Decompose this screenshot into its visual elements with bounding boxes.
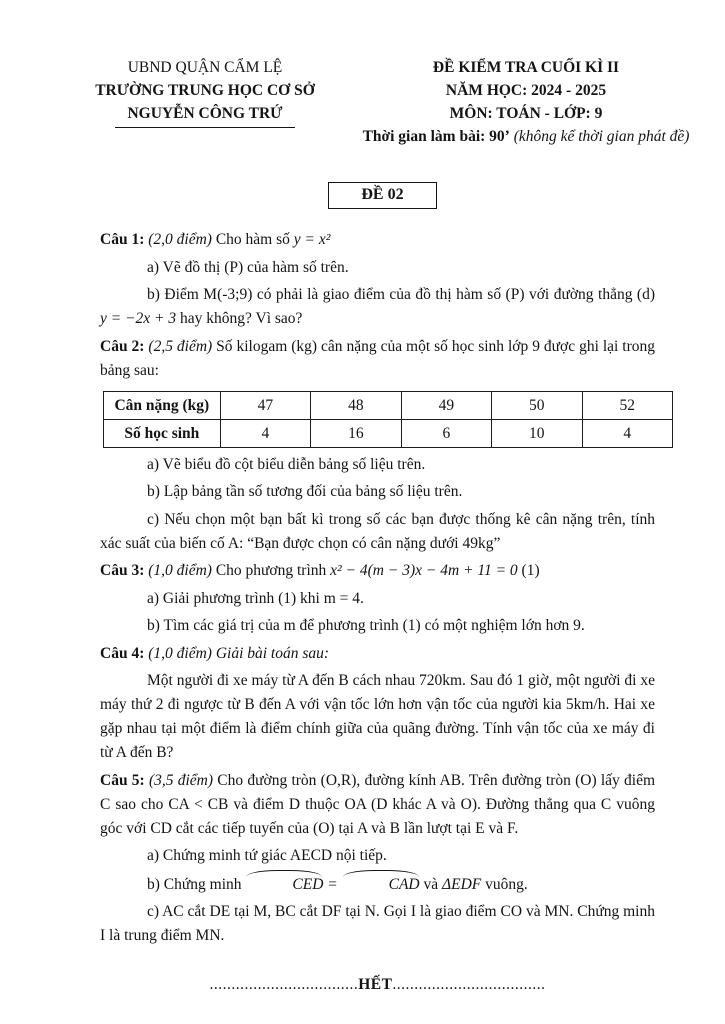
question-1-heading <box>100 228 655 252</box>
question-3-equation-tag: (1) <box>521 562 540 579</box>
question-1-intro: Cho hàm số <box>215 231 290 248</box>
issuer-school-name: NGUYỄN CÔNG TRỨ <box>115 102 294 128</box>
issuer-school-type: TRƯỜNG TRUNG HỌC CƠ SỞ <box>95 82 315 99</box>
table-cell: 47 <box>220 391 310 419</box>
question-2-part-a: a) Vẽ biểu đồ cột biểu diễn bảng số liệu trên. <box>147 455 426 473</box>
question-5-label: Câu 5: <box>100 771 145 789</box>
exam-title: ĐỀ KIỂM TRA CUỐI KÌ II <box>432 59 620 76</box>
angle-ced: CED <box>245 872 323 897</box>
question-4-body: Một người đi xe máy từ A đến B cách nhau 720km. Sau đó 1 giờ, một người đi xe máy thứ 2 đi ngược từ B đến A với vận tốc lớn hơn vận tốc của người kia 5km/h. Hai xe gặp nhau tại một điểm là điểm chính giữa của quãng đường. Tính vận tốc của xe máy đi từ A đến B? <box>100 672 655 761</box>
question-2-part-c: c) Nếu chọn một bạn bất kì trong số các bạn được thống kê cân nặng trên, tính xác suất của biến cố A: “Bạn được chọn có cân nặng dưới 49kg” <box>100 510 655 552</box>
issuer-block <box>86 56 324 148</box>
table-row-weight <box>104 391 673 419</box>
weight-frequency-table <box>103 391 673 448</box>
table-cell: 6 <box>401 419 491 447</box>
question-1-line-equation: y = −2x + 3 <box>100 310 177 327</box>
exam-code-row <box>100 182 655 209</box>
table-cell: 49 <box>401 391 491 419</box>
exam-title-block <box>350 56 702 148</box>
question-2-part-b: b) Lập bảng tần số tương đối của bảng số liệu trên. <box>147 483 463 500</box>
question-5-part-b-rest: vuông. <box>485 875 528 893</box>
question-2-label: Câu 2: <box>100 337 145 355</box>
question-5-heading <box>100 769 655 841</box>
subject-grade: MÔN: TOÁN - LỚP: 9 <box>449 105 603 122</box>
question-1-part-b-rest: hay không? Vì sao? <box>180 310 303 327</box>
question-5-points: (3,5 điểm) <box>148 771 214 789</box>
question-1-label: Câu 1: <box>100 231 145 248</box>
table-row-students <box>104 419 673 447</box>
question-1-part-b-text: b) Điểm M(-3;9) có phải là giao điểm của đồ thị hàm số (P) với đường thẳng (d) <box>147 286 655 303</box>
issuer-district: UBND QUẬN CẨM LỆ <box>127 59 283 76</box>
issuer-school-name-row <box>86 102 324 128</box>
question-3-intro: Cho phương trình <box>215 562 327 579</box>
triangle-edf: ΔEDF <box>442 875 482 893</box>
question-5-intro: Cho đường tròn (O,R), đường kính AB. Trên đường tròn (O) lấy điểm C sao cho CA < CB và điểm D thuộc OA (D khác A và O). Đường thẳng qua C vuông góc với CD cắt các tiếp tuyến của (O) tại A và B lần lượt tại E và F. <box>100 771 656 837</box>
question-1-part-a: a) Vẽ đồ thị (P) của hàm số trên. <box>147 258 349 276</box>
table-cell: 16 <box>311 419 401 447</box>
document-header <box>86 56 702 148</box>
question-1-function: y = x² <box>293 231 331 248</box>
angle-cad: CAD <box>342 872 420 897</box>
exam-code-box <box>328 182 436 209</box>
question-5-part-b-text: b) Chứng minh <box>147 875 242 893</box>
question-3-equation: x² − 4(m − 3)x − 4m + 11 = 0 <box>330 562 518 579</box>
dots-right: ................................... <box>392 976 546 993</box>
question-5-part-b-and: và <box>423 875 439 893</box>
exam-body <box>100 228 655 948</box>
question-2-intro: Số kilogam (kg) cân nặng của một số học sinh lớp 9 được ghi lại trong bảng sau: <box>100 337 656 379</box>
exam-code: ĐỀ 02 <box>361 186 404 203</box>
question-1-part-b <box>100 283 655 331</box>
time-limit-line <box>350 125 702 148</box>
table-cell: 10 <box>492 419 582 447</box>
question-5-part-c: c) AC cắt DE tại M, BC cắt DF tại N. Gọi I là giao điểm CO và MN. Chứng minh I là trung điểm MN. <box>100 903 655 944</box>
equals-sign: = <box>327 875 338 893</box>
time-limit-note: (không kể thời gian phát đề) <box>513 128 690 145</box>
question-5-part-b <box>100 872 655 897</box>
dots-left: .................................. <box>209 976 359 993</box>
table-cell: 48 <box>311 391 401 419</box>
school-year: NĂM HỌC: 2024 - 2025 <box>445 82 607 99</box>
table-cell: 52 <box>582 391 672 419</box>
question-3-part-a: a) Giải phương trình (1) khi m = 4. <box>147 589 364 607</box>
question-3-heading <box>100 559 655 583</box>
table-cell: 50 <box>492 391 582 419</box>
question-4-heading <box>100 642 655 666</box>
table-cell: 4 <box>220 419 310 447</box>
time-limit-label: Thời gian làm bài: 90’ <box>362 128 510 145</box>
question-3-part-b: b) Tìm các giá trị của m để phương trình (1) có một nghiệm lớn hơn 9. <box>147 617 585 634</box>
question-4-points: (1,0 điểm) <box>148 644 212 662</box>
table-header-students: Số học sinh <box>104 419 221 447</box>
table-cell: 4 <box>582 419 672 447</box>
question-3-points: (1,0 điểm) <box>148 562 212 579</box>
question-4-intro: Giải bài toán sau: <box>215 644 330 662</box>
question-1-points: (2,0 điểm) <box>148 231 212 248</box>
end-label: HẾT <box>358 976 393 993</box>
question-3-label: Câu 3: <box>100 562 145 579</box>
question-2-heading <box>100 335 655 383</box>
table-header-weight: Cân nặng (kg) <box>104 391 221 419</box>
question-4-label: Câu 4: <box>100 644 145 662</box>
question-5-part-a: a) Chứng minh tứ giác AECD nội tiếp. <box>147 847 387 864</box>
end-of-exam-line <box>100 976 655 994</box>
question-2-points: (2,5 điểm) <box>148 337 213 355</box>
